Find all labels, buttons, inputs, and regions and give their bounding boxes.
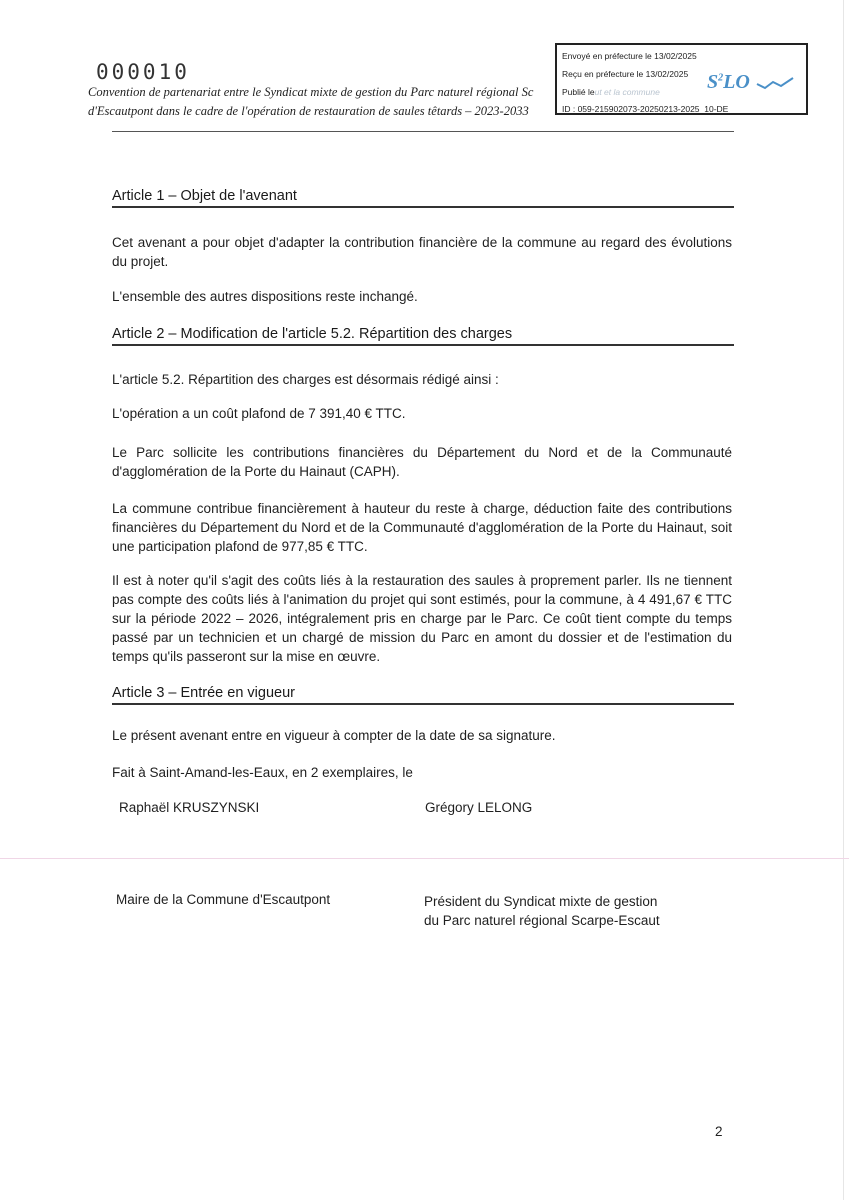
- page-number: 2: [715, 1124, 723, 1139]
- header-divider: [112, 131, 734, 132]
- s2low-swoosh-icon: [755, 76, 795, 90]
- article1-heading: Article 1 – Objet de l'avenant: [112, 188, 734, 208]
- s2low-logo: $S^2LO$: [707, 71, 795, 94]
- article1-paragraph1: Cet avenant a pour objet d'adapter la contribution financière de la commune au regard des évolutions du projet.: [112, 235, 732, 269]
- page-fold-line: [0, 858, 849, 859]
- stamp-envoye: Envoyé en préfecture le 13/02/2025: [562, 51, 697, 61]
- signatory-right-title: [424, 892, 660, 930]
- stamp-publie-faded: ut et la commune: [594, 87, 660, 97]
- document-header-title: [88, 83, 554, 121]
- stamp-recu: Reçu en préfecture le 13/02/2025: [562, 69, 689, 79]
- article2-paragraph3: Le Parc sollicite les contributions financières du Département du Nord et de la Communauté d'agglomération de la Porte du Hainaut (CAPH).: [112, 445, 732, 479]
- stamp-number: 000010: [96, 60, 190, 84]
- article2-paragraph2: L'opération a un coût plafond de 7 391,40 € TTC.: [112, 406, 406, 421]
- article3-paragraph1: Le présent avenant entre en vigueur à compter de la date de sa signature.: [112, 728, 556, 743]
- signatory-right-title-line2: du Parc naturel régional Scarpe-Escaut: [424, 913, 660, 928]
- article2-paragraph5: Il est à noter qu'il s'agit des coûts liés à la restauration des saules à proprement parler. Ils ne tiennent pas compte des coûts liés à l'animation du projet qui sont estimés, pour la commune, à 4 491,67 € TTC sur la période 2022 – 2026, intégralement pris en charge par le Parc. Ce coût tient compte du temps passé par un technicien et un chargé de mission du Parc en amont du dossier et de l'estimation du temps qu'ils passeront sur la mise en œuvre.: [112, 573, 732, 664]
- article2-heading: Article 2 – Modification de l'article 5.2. Répartition des charges: [112, 326, 734, 346]
- signatory-left-name: Raphaël KRUSZYNSKI: [119, 800, 260, 815]
- page-edge: [843, 0, 844, 1200]
- article3-paragraph2: Fait à Saint-Amand-les-Eaux, en 2 exemplaires, le: [112, 765, 413, 780]
- signatory-right-name: Grégory LELONG: [425, 800, 533, 815]
- prefecture-stamp: [555, 43, 808, 115]
- stamp-publie: [562, 87, 660, 97]
- signatory-left-title: Maire de la Commune d'Escautpont: [116, 892, 331, 907]
- stamp-publie-label: Publié le: [562, 87, 595, 97]
- header-title-line1: Convention de partenariat entre le Syndicat mixte de gestion du Parc naturel régional Sc: [88, 85, 534, 99]
- stamp-id: ID : 059-215902073-20250213-2025_10-DE: [562, 104, 729, 114]
- header-title-line2: d'Escautpont dans le cadre de l'opération de restauration de saules têtards – 2023-2033: [88, 104, 529, 118]
- article2-paragraph1: L'article 5.2. Répartition des charges est désormais rédigé ainsi :: [112, 372, 499, 387]
- article3-heading: Article 3 – Entrée en vigueur: [112, 685, 734, 705]
- article2-paragraph4: La commune contribue financièrement à hauteur du reste à charge, déduction faite des contributions financières du Département du Nord et de la Communauté d'agglomération de la Porte du Hainaut, soit une participation plafond de 977,85 € TTC.: [112, 501, 732, 554]
- article1-paragraph2: L'ensemble des autres dispositions reste inchangé.: [112, 289, 418, 304]
- signatory-right-title-line1: Président du Syndicat mixte de gestion: [424, 894, 658, 909]
